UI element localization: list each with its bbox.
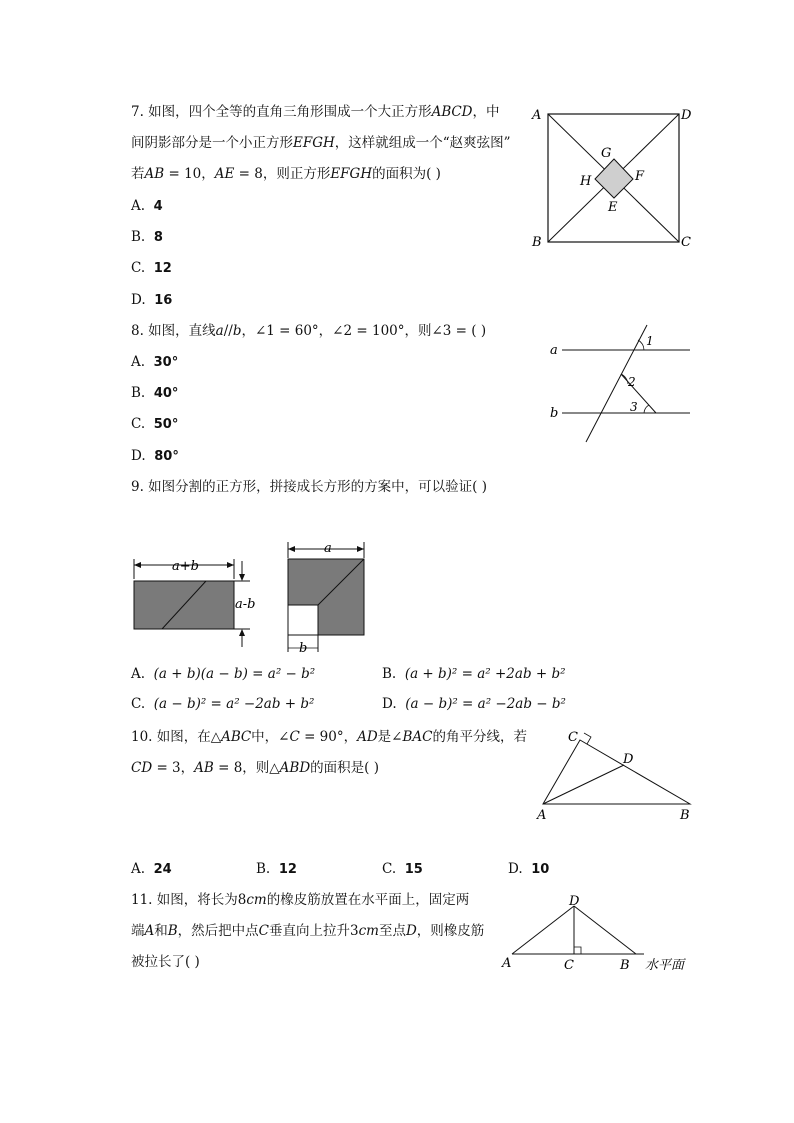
q8-label-a: a (550, 343, 558, 358)
q10-stem-line2: 𝐶𝐷 = 3，𝐴𝐵 = 8，则△𝐴𝐵𝐷的面积是( ) (131, 760, 379, 776)
q11-label-d: D (569, 894, 580, 909)
q8-option-b[interactable]: B. 40° (131, 385, 179, 401)
q7-label-a: A (532, 108, 542, 123)
q10-option-d[interactable]: D. 10 (508, 861, 550, 877)
q10-label-a: A (537, 808, 547, 823)
q10-triangle (543, 740, 690, 804)
q9-label-a: a (324, 541, 332, 556)
q10-stem-line1: 10. 如图，在△𝐴𝐵𝐶中，∠𝐶 = 90°，𝐴𝐷是∠𝐵𝐴𝐶的角平分线，若 (131, 729, 527, 745)
q7-label-f: F (635, 169, 645, 184)
q10-option-a[interactable]: A. 24 (131, 861, 172, 877)
q10-option-b[interactable]: B. 12 (256, 861, 297, 877)
q11-stem-line1: 11. 如图，将长为8𝑐𝑚的橡皮筋放置在水平面上，固定两 (131, 892, 470, 908)
q9-option-d[interactable]: D. (𝑎 − 𝑏)² = 𝑎² −2𝑎𝑏 − 𝑏² (382, 696, 566, 712)
q9-label-a-plus-b: a+b (172, 559, 199, 574)
q10-label-c: C (568, 730, 578, 745)
q9-small-square (288, 605, 318, 635)
q9-rectangle-figure (128, 555, 268, 650)
q8-option-c[interactable]: C. 50° (131, 416, 179, 432)
q8-stem: 8. 如图，直线𝑎//𝑏，∠1 = 60°，∠2 = 100°，则∠3 = ( ) (131, 323, 487, 339)
q7-option-d[interactable]: D. 16 (131, 292, 173, 308)
q11-label-b: B (620, 958, 630, 973)
q7-label-b: B (532, 235, 542, 250)
q7-label-c: C (681, 235, 691, 250)
q8-option-a[interactable]: A. 30° (131, 354, 179, 370)
q7-label-h: H (580, 174, 592, 189)
q8-angle-1: 1 (646, 334, 654, 348)
q7-label-e: E (608, 200, 618, 215)
q7-option-b[interactable]: B. 8 (131, 229, 163, 245)
q8-angle-3: 3 (630, 400, 638, 414)
q10-option-c[interactable]: C. 15 (382, 861, 423, 877)
q7-zhaoshuang-figure (528, 104, 698, 254)
q11-stem-line3: 被拉长了( ) (131, 954, 200, 970)
q11-label-c: C (564, 958, 574, 973)
q8-angle-2: 2 (628, 375, 636, 389)
q8-label-b: b (550, 406, 559, 421)
q9-stem: 9. 如图分割的正方形，拼接成长方形的方案中，可以验证( ) (131, 479, 487, 495)
q9-option-a[interactable]: A. (𝑎 + 𝑏)(𝑎 − 𝑏) = 𝑎² − 𝑏² (131, 666, 316, 682)
q9-label-b: b (299, 641, 308, 656)
q9-square-figure (284, 538, 374, 658)
q10-label-b: B (680, 808, 690, 823)
q8-option-d[interactable]: D. 80° (131, 448, 179, 464)
q8-parallel-lines-figure (548, 322, 698, 447)
q10-label-d: D (623, 752, 634, 767)
q11-rubber-band-figure (498, 892, 698, 977)
q9-option-b[interactable]: B. (𝑎 + 𝑏)² = 𝑎² +2𝑎𝑏 + 𝑏² (382, 666, 566, 682)
q7-label-g: G (601, 146, 612, 161)
q10-bisector (543, 765, 624, 804)
q11-ground-label: 水平面 (645, 958, 685, 973)
q7-option-a[interactable]: A. 4 (131, 198, 163, 214)
q11-stem-line2: 端𝐴和𝐵，然后把中点𝐶垂直向上拉升3𝑐𝑚至点𝐷，则橡皮筋 (131, 923, 485, 939)
q8-transversal (586, 325, 647, 442)
q9-label-a-minus-b: a-b (235, 597, 256, 612)
q7-stem-line3: 若𝐴𝐵 = 10，𝐴𝐸 = 8，则正方形𝐸𝐹𝐺𝐻的面积为( ) (131, 166, 441, 182)
q10-triangle-figure (530, 728, 695, 823)
q7-label-d: D (681, 108, 692, 123)
q7-stem-line2: 间阴影部分是一个小正方形𝐸𝐹𝐺𝐻，这样就组成一个“赵爽弦图” (131, 135, 511, 151)
q9-option-c[interactable]: C. (𝑎 − 𝑏)² = 𝑎² −2𝑎𝑏 + 𝑏² (131, 696, 315, 712)
q11-label-a: A (502, 956, 512, 971)
q7-option-c[interactable]: C. 12 (131, 260, 172, 276)
q7-stem-line1: 7. 如图，四个全等的直角三角形围成一个大正方形𝐴𝐵𝐶𝐷，中 (131, 104, 500, 120)
q8-slanted-line (621, 374, 656, 413)
